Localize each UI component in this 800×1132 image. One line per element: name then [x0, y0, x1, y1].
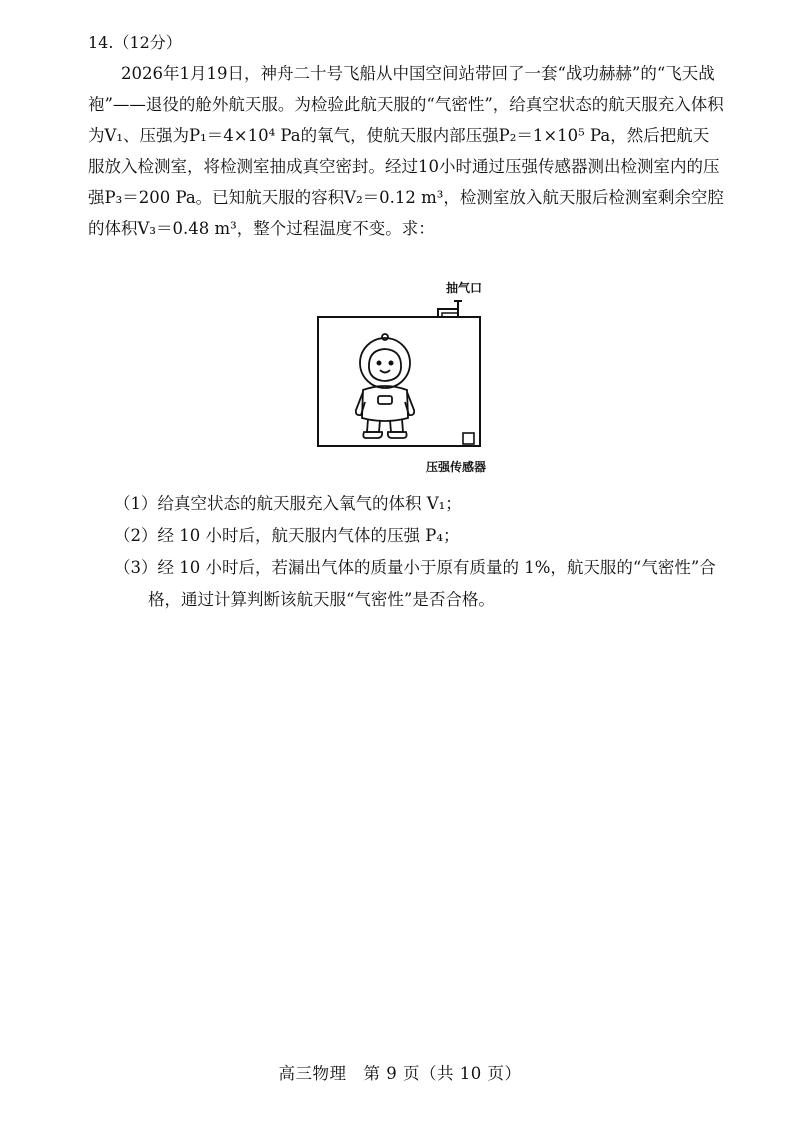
sensor-label: 压强传感器 — [426, 460, 487, 474]
subquestion-2: （2）经 10 小时后，航天服内气体的压强 P₄； — [114, 526, 460, 545]
test-chamber-figure — [308, 278, 508, 478]
chamber-box — [318, 317, 480, 446]
test-chamber-diagram — [308, 278, 508, 478]
astronaut-icon — [356, 334, 414, 438]
vent-label: 抽气口 — [446, 281, 483, 295]
subquestion-1: （1）给真空状态的航天服充入氧气的体积 V₁； — [114, 494, 462, 513]
question-body: 2026年1月19日，神舟二十号飞船从中国空间站带回了一套“战功赫赫”的“飞天战袍”——退役的舱外航天服。为检验此航天服的“气密性”，给真空状态的航天服充入体积为V₁、压强为P₁＝4×10⁴ Pa的氧气，使航天服内部压强P₂＝1×10⁵ Pa，然后把航天服放入检测室，将检测室抽成真空密封。经过10小时通过压强传感器测出检测室内的压强P₃＝200 Pa。已知航天服的容积V₂＝0.12 m³，检测室放入航天服后检测室剩余空腔的体积V₃＝0.48 m³，整个过程温度不变。求： — [88, 64, 724, 238]
pressure-sensor — [463, 433, 474, 444]
subquestion-list — [114, 488, 726, 616]
question-stem — [88, 58, 724, 244]
question-number: 14.（12分） — [88, 33, 182, 52]
page-footer: 高三物理 第 9 页（共 10 页） — [278, 1064, 522, 1083]
subquestion-3: （3）经 10 小时后，若漏出气体的质量小于原有质量的 1%，航天服的“气密性”合格，通过计算判断该航天服“气密性”是否合格。 — [114, 558, 716, 609]
